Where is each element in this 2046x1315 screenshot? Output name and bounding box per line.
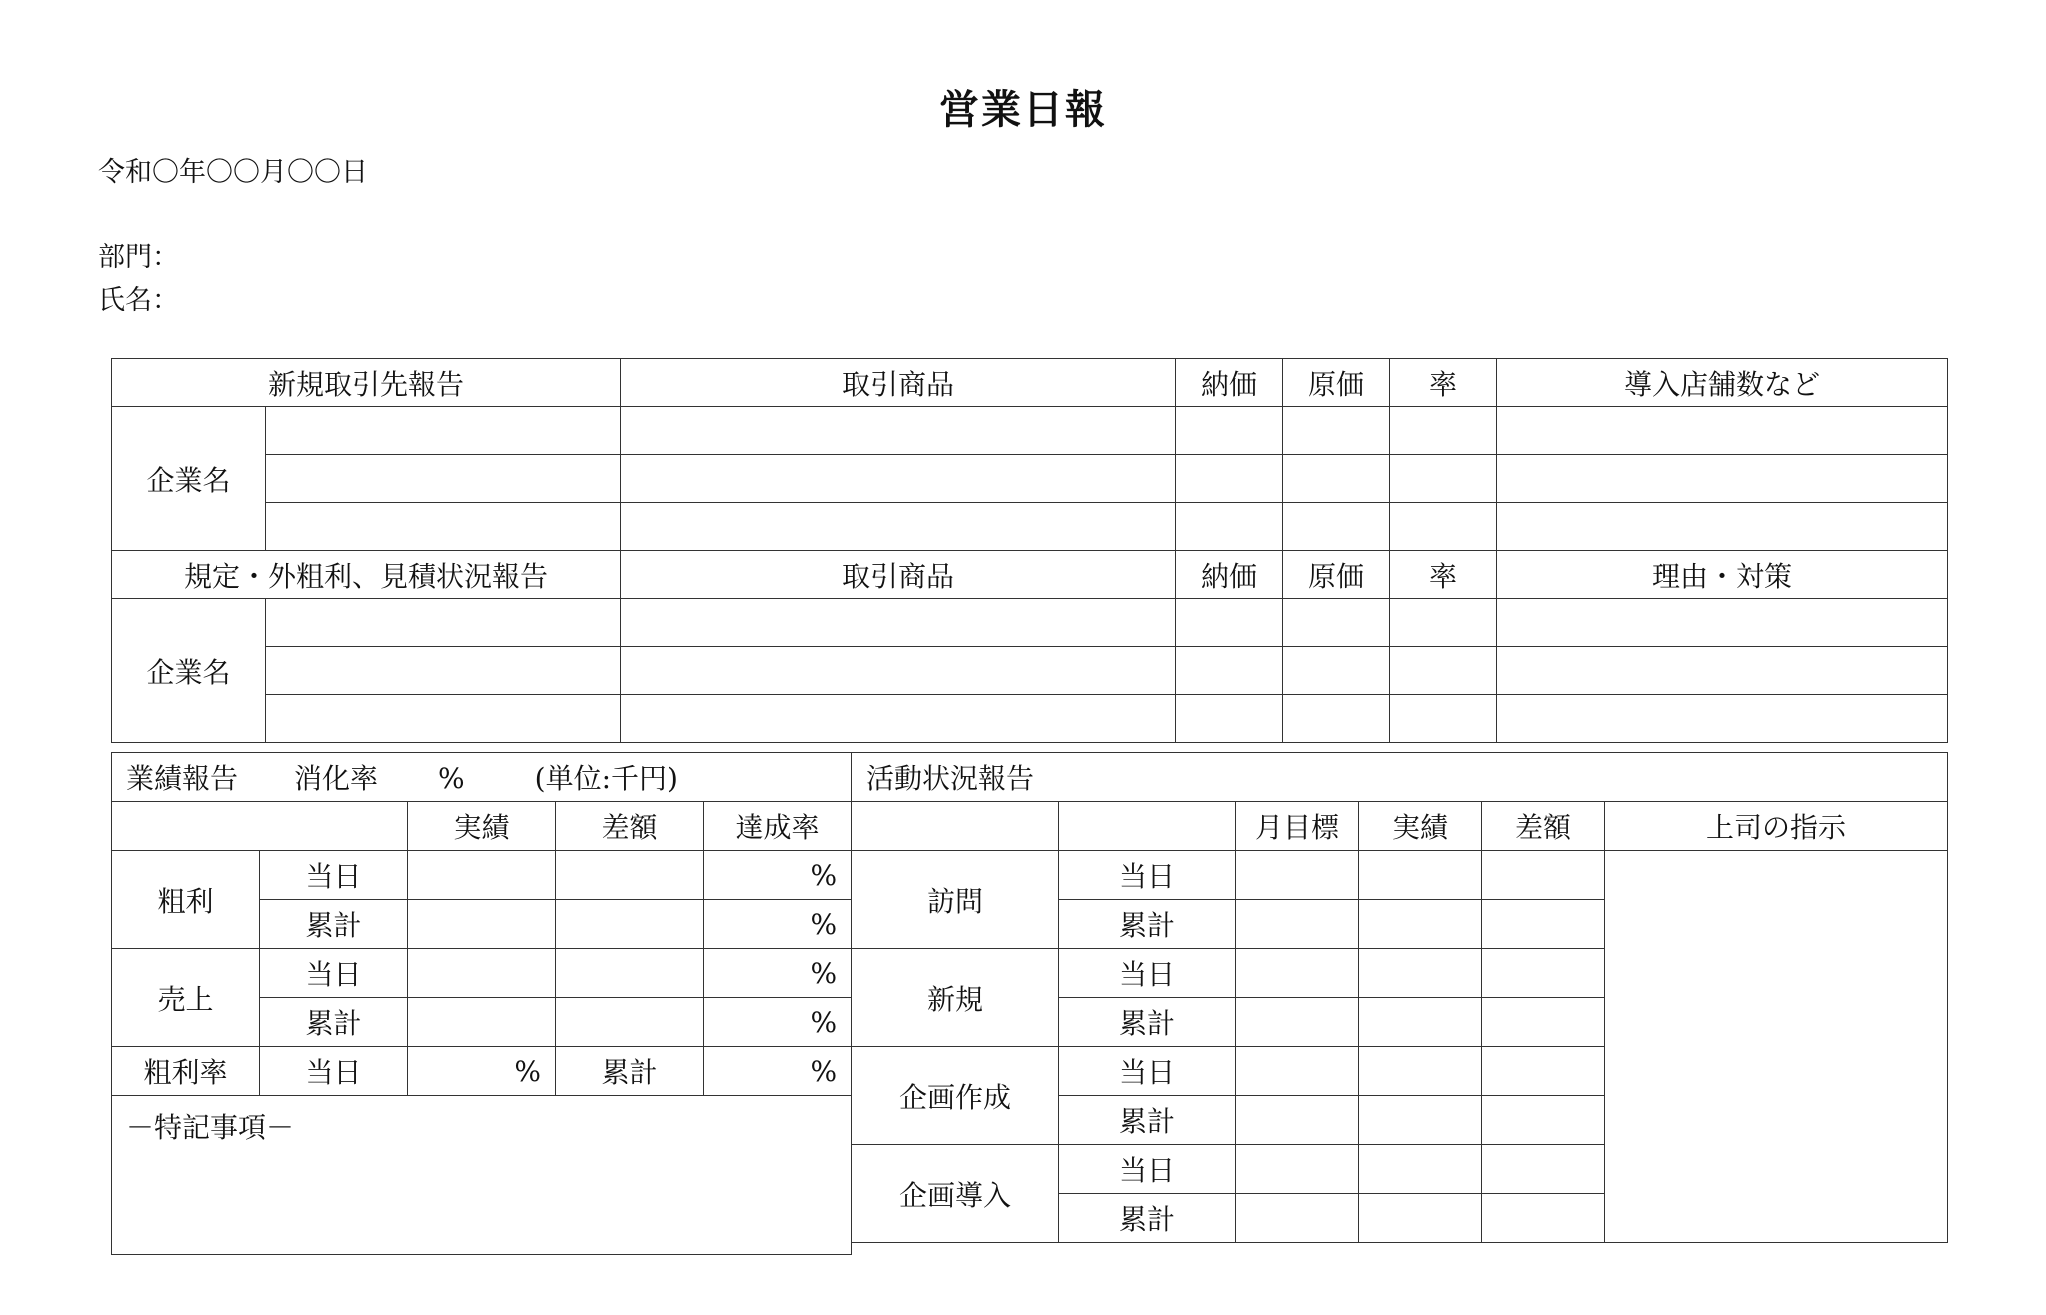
- company-name-label: 企業名: [112, 407, 266, 551]
- supervisor-instruction-header: 上司の指示: [1605, 802, 1948, 851]
- table-row: [852, 753, 1948, 802]
- today-label: 当日: [260, 1047, 408, 1096]
- entry-cell[interactable]: [1283, 503, 1390, 551]
- product-header: 取引商品: [621, 359, 1176, 407]
- entry-cell[interactable]: [1359, 1047, 1482, 1096]
- entry-cell[interactable]: [621, 455, 1176, 503]
- entry-cell[interactable]: [266, 503, 621, 551]
- new-client-report-header: 新規取引先報告: [112, 359, 621, 407]
- entry-cell[interactable]: [556, 851, 704, 900]
- price-header: 納価: [1176, 551, 1283, 599]
- report-date: 令和〇年〇〇月〇〇日: [98, 157, 368, 188]
- entry-cell[interactable]: [1482, 1096, 1605, 1145]
- cost-header: 原価: [1283, 551, 1390, 599]
- entry-cell[interactable]: [621, 503, 1176, 551]
- cumulative-label: 累計: [1059, 1096, 1236, 1145]
- today-label: 当日: [260, 851, 408, 900]
- entry-cell[interactable]: [1359, 900, 1482, 949]
- entry-cell[interactable]: [1283, 695, 1390, 743]
- actual-header: 実績: [1359, 802, 1482, 851]
- entry-cell[interactable]: [266, 599, 621, 647]
- cumulative-label: 累計: [260, 900, 408, 949]
- entry-cell[interactable]: [1482, 1047, 1605, 1096]
- table-row: [112, 599, 1948, 647]
- entry-cell[interactable]: [1482, 851, 1605, 900]
- rate-header: 率: [1390, 359, 1497, 407]
- gross-margin-rate-label: 粗利率: [112, 1047, 260, 1096]
- today-label: 当日: [260, 949, 408, 998]
- actual-header: 実績: [408, 802, 556, 851]
- entry-cell[interactable]: [1359, 1194, 1482, 1243]
- table-row: [112, 851, 852, 900]
- unit-label: (単位:千円): [534, 762, 678, 795]
- today-label: 当日: [1059, 851, 1236, 900]
- entry-cell[interactable]: [1236, 900, 1359, 949]
- department-label: 部門：: [98, 242, 179, 273]
- entry-cell[interactable]: [266, 407, 621, 455]
- entry-cell[interactable]: [1236, 851, 1359, 900]
- entry-cell[interactable]: [408, 949, 556, 998]
- entry-cell[interactable]: [1236, 1145, 1359, 1194]
- entry-cell[interactable]: [1390, 455, 1497, 503]
- entry-cell[interactable]: [266, 695, 621, 743]
- table-row: [112, 1047, 852, 1096]
- entry-cell[interactable]: [1236, 949, 1359, 998]
- entry-cell[interactable]: [1359, 998, 1482, 1047]
- entry-cell[interactable]: [621, 695, 1176, 743]
- entry-cell[interactable]: [1176, 695, 1283, 743]
- table-row: [852, 802, 1948, 851]
- reason-header: 理由・対策: [1497, 551, 1948, 599]
- performance-report-table: [111, 752, 852, 1255]
- entry-cell[interactable]: [1497, 407, 1948, 455]
- percent-cell[interactable]: %: [704, 900, 852, 949]
- cumulative-label: 累計: [1059, 998, 1236, 1047]
- entry-cell[interactable]: [1497, 599, 1948, 647]
- digestion-rate-percent: %: [438, 762, 465, 795]
- plan-introduction-label: 企画導入: [852, 1145, 1059, 1243]
- company-name-label: 企業名: [112, 599, 266, 743]
- difference-header: 差額: [556, 802, 704, 851]
- entry-cell[interactable]: [1359, 851, 1482, 900]
- gross-profit-label: 粗利: [112, 851, 260, 949]
- table-row: [112, 503, 1948, 551]
- entry-cell[interactable]: [408, 900, 556, 949]
- special-notes-label: －特記事項－: [126, 1111, 295, 1144]
- entry-cell[interactable]: [408, 851, 556, 900]
- entry-cell[interactable]: [556, 998, 704, 1047]
- table-row: [112, 359, 1948, 407]
- entry-cell[interactable]: [1359, 1145, 1482, 1194]
- price-header: 納価: [1176, 359, 1283, 407]
- table-row: [112, 647, 1948, 695]
- table-row: [112, 551, 1948, 599]
- entry-cell[interactable]: [1359, 1096, 1482, 1145]
- entry-cell[interactable]: [1390, 599, 1497, 647]
- entry-cell[interactable]: [408, 998, 556, 1047]
- entry-cell[interactable]: [1497, 503, 1948, 551]
- visit-label: 訪問: [852, 851, 1059, 949]
- digestion-rate-label: 消化率: [294, 762, 379, 795]
- rate-header: 率: [1390, 551, 1497, 599]
- entry-cell[interactable]: [1176, 455, 1283, 503]
- performance-title: 業績報告: [126, 762, 239, 795]
- entry-cell[interactable]: [1283, 455, 1390, 503]
- special-notes-area[interactable]: [112, 1096, 852, 1255]
- entry-cell[interactable]: [1482, 900, 1605, 949]
- entry-cell[interactable]: [1497, 647, 1948, 695]
- entry-cell[interactable]: [1283, 407, 1390, 455]
- table-row: [112, 455, 1948, 503]
- cumulative-label: 累計: [556, 1047, 704, 1096]
- entry-cell[interactable]: [1390, 407, 1497, 455]
- blank-header: [852, 802, 1059, 851]
- entry-cell[interactable]: [1236, 1096, 1359, 1145]
- entry-cell[interactable]: [1497, 455, 1948, 503]
- table-row: [112, 1096, 852, 1255]
- entry-cell[interactable]: [1482, 998, 1605, 1047]
- percent-cell[interactable]: %: [704, 949, 852, 998]
- percent-cell[interactable]: %: [408, 1047, 556, 1096]
- entry-cell[interactable]: [1390, 647, 1497, 695]
- blank-header: [112, 802, 408, 851]
- performance-header: [112, 753, 852, 802]
- percent-cell[interactable]: %: [704, 851, 852, 900]
- product-header: 取引商品: [621, 551, 1176, 599]
- entry-cell[interactable]: [621, 647, 1176, 695]
- margin-estimate-report-header: 規定・外粗利、見積状況報告: [112, 551, 621, 599]
- name-label: 氏名：: [98, 285, 179, 316]
- percent-cell[interactable]: %: [704, 998, 852, 1047]
- plan-creation-label: 企画作成: [852, 1047, 1059, 1145]
- achievement-header: 達成率: [704, 802, 852, 851]
- table-row: [112, 407, 1948, 455]
- activity-header: 活動状況報告: [852, 753, 1948, 802]
- entry-cell[interactable]: [1359, 949, 1482, 998]
- entry-cell[interactable]: [1283, 647, 1390, 695]
- entry-cell[interactable]: [556, 900, 704, 949]
- entry-cell[interactable]: [1482, 1194, 1605, 1243]
- client-report-table: [111, 358, 1948, 743]
- entry-cell[interactable]: [1390, 695, 1497, 743]
- entry-cell[interactable]: [1176, 647, 1283, 695]
- supervisor-instruction-area[interactable]: [1605, 851, 1948, 1243]
- activity-report-table: [851, 752, 1948, 1243]
- today-label: 当日: [1059, 1145, 1236, 1194]
- entry-cell[interactable]: [1176, 407, 1283, 455]
- entry-cell[interactable]: [1176, 503, 1283, 551]
- entry-cell[interactable]: [1482, 949, 1605, 998]
- entry-cell[interactable]: [1236, 998, 1359, 1047]
- table-row: [112, 753, 852, 802]
- table-row: [852, 851, 1948, 900]
- today-label: 当日: [1059, 949, 1236, 998]
- today-label: 当日: [1059, 1047, 1236, 1096]
- blank-header: [1059, 802, 1236, 851]
- store-count-header: 導入店舗数など: [1497, 359, 1948, 407]
- sales-label: 売上: [112, 949, 260, 1047]
- entry-cell[interactable]: [556, 949, 704, 998]
- entry-cell[interactable]: [1482, 1145, 1605, 1194]
- difference-header: 差額: [1482, 802, 1605, 851]
- entry-cell[interactable]: [266, 455, 621, 503]
- entry-cell[interactable]: [1176, 599, 1283, 647]
- entry-cell[interactable]: [1390, 503, 1497, 551]
- cumulative-label: 累計: [260, 998, 408, 1047]
- page-title: 営業日報: [939, 86, 1107, 133]
- entry-cell[interactable]: [1236, 1047, 1359, 1096]
- monthly-target-header: 月目標: [1236, 802, 1359, 851]
- cumulative-label: 累計: [1059, 900, 1236, 949]
- entry-cell[interactable]: [266, 647, 621, 695]
- cost-header: 原価: [1283, 359, 1390, 407]
- entry-cell[interactable]: [1283, 599, 1390, 647]
- cumulative-label: 累計: [1059, 1194, 1236, 1243]
- entry-cell[interactable]: [1236, 1194, 1359, 1243]
- table-row: [112, 695, 1948, 743]
- entry-cell[interactable]: [621, 599, 1176, 647]
- entry-cell[interactable]: [1497, 695, 1948, 743]
- new-label: 新規: [852, 949, 1059, 1047]
- percent-cell[interactable]: %: [704, 1047, 852, 1096]
- table-row: [112, 802, 852, 851]
- entry-cell[interactable]: [621, 407, 1176, 455]
- table-row: [112, 949, 852, 998]
